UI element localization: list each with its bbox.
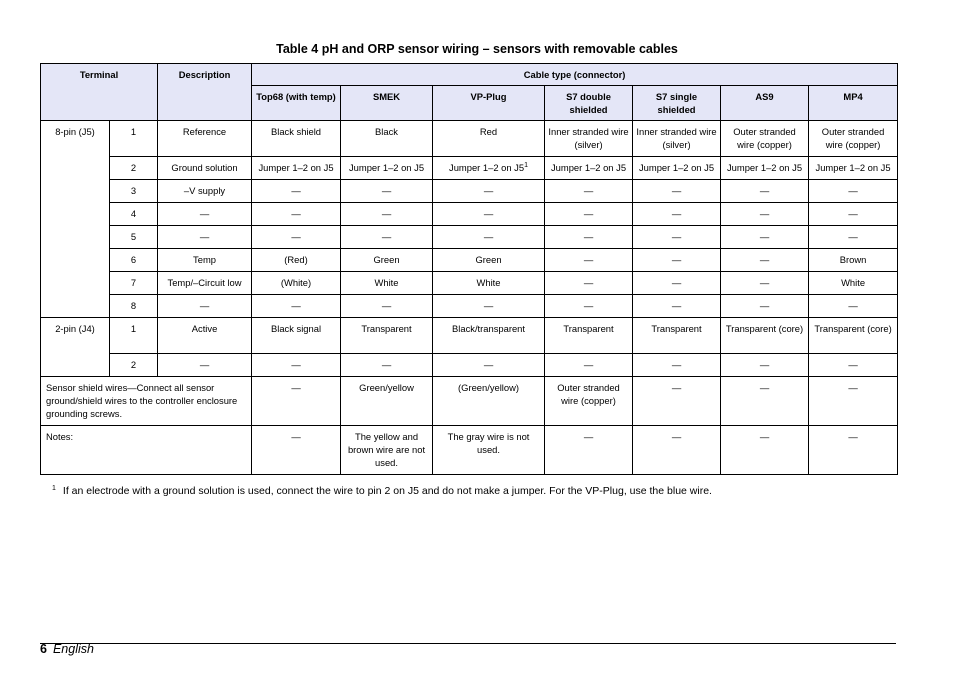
header-cable: AS9 [721, 86, 809, 121]
wire-value: Transparent [651, 323, 702, 334]
wire-value: — [759, 231, 770, 242]
wire-cell [252, 180, 341, 203]
wire-value: Black/transparent [452, 323, 525, 334]
table-row [41, 354, 898, 377]
wire-cell: The gray wire is not used. [433, 426, 545, 475]
wire-cell [433, 354, 545, 377]
pin-number: 1 [110, 121, 158, 157]
wire-value: Black [375, 126, 398, 137]
table-row [41, 426, 898, 475]
wire-cell [633, 157, 721, 180]
pin-description: –V supply [158, 180, 252, 203]
footnote-text: If an electrode with a ground solution is used, connect the wire to pin 2 on J5 and do not make a jumper. For the VP-Plug, use the blue wire. [62, 485, 712, 497]
wire-cell [809, 354, 898, 377]
wire-value: — [759, 277, 770, 288]
pin-description: — [158, 226, 252, 249]
wire-cell [545, 318, 633, 354]
wire-value: Transparent [563, 323, 614, 334]
wire-cell: — [252, 426, 341, 475]
wire-cell: Outer stranded wire (copper) [545, 377, 633, 426]
wire-value: Jumper 1–2 on J5 [449, 162, 525, 173]
wire-cell [633, 272, 721, 295]
wire-value: Inner stranded wire (silver) [636, 126, 717, 150]
pin-number: 7 [110, 272, 158, 295]
wire-cell [433, 121, 545, 157]
wire-cell [341, 226, 433, 249]
wire-cell [433, 295, 545, 318]
pin-number: 2 [110, 157, 158, 180]
wire-value: Jumper 1–2 on J5 [638, 162, 715, 173]
wire-value: — [381, 300, 392, 311]
wire-value: — [671, 359, 682, 370]
wire-value: — [291, 231, 301, 242]
wire-cell [252, 295, 341, 318]
wire-value: — [671, 185, 682, 196]
wire-cell [633, 180, 721, 203]
wire-cell [545, 295, 633, 318]
wire-value: — [381, 208, 392, 219]
wire-value: Black signal [271, 323, 322, 334]
wire-value: — [671, 254, 682, 265]
pin-description: Temp [158, 249, 252, 272]
table-row [41, 121, 898, 157]
wire-value: — [759, 359, 770, 370]
wire-cell [252, 203, 341, 226]
wire-cell [721, 203, 809, 226]
wire-cell [545, 249, 633, 272]
wire-cell [721, 157, 809, 180]
wire-value: — [291, 185, 301, 196]
pin-number: 5 [110, 226, 158, 249]
header-cable: MP4 [809, 86, 898, 121]
wire-value: — [381, 231, 392, 242]
wire-cell: Green/yellow [341, 377, 433, 426]
wire-cell [341, 295, 433, 318]
wire-value: — [848, 231, 858, 242]
wire-cell [252, 249, 341, 272]
wire-cell [809, 295, 898, 318]
wire-cell [809, 226, 898, 249]
table-row [41, 180, 898, 203]
wire-cell [433, 157, 545, 180]
wire-cell: — [545, 426, 633, 475]
page-footer [40, 642, 94, 656]
wire-cell [809, 249, 898, 272]
wire-cell [721, 121, 809, 157]
wire-cell [633, 318, 721, 354]
wire-cell [721, 295, 809, 318]
wire-value: — [759, 185, 770, 196]
row-label: Sensor shield wires—Connect all sensor ground/shield wires to the controller enclosure grounding screws. [41, 377, 252, 426]
wire-cell: — [252, 377, 341, 426]
wire-value: — [583, 300, 594, 311]
footnote-ref: 1 [524, 162, 528, 169]
wire-cell [433, 180, 545, 203]
wire-cell [252, 157, 341, 180]
wire-cell: — [809, 377, 898, 426]
wire-cell [433, 272, 545, 295]
wire-value: Jumper 1–2 on J5 [348, 162, 425, 173]
wire-value: — [483, 231, 494, 242]
footnote [52, 485, 712, 497]
wire-cell [545, 354, 633, 377]
pin-number: 3 [110, 180, 158, 203]
wire-value: — [583, 254, 594, 265]
wire-cell [809, 121, 898, 157]
table-caption: Table 4 pH and ORP sensor wiring – sensors with removable cables [276, 42, 678, 56]
wire-value: Jumper 1–2 on J5 [815, 162, 891, 173]
wire-cell [633, 203, 721, 226]
wire-cell [252, 272, 341, 295]
wire-value: — [583, 231, 594, 242]
wire-cell [633, 354, 721, 377]
header-cable-type: Cable type (connector) [252, 64, 898, 86]
wire-value: — [671, 231, 682, 242]
table-row [41, 377, 898, 426]
wire-cell [341, 318, 433, 354]
wire-cell [341, 121, 433, 157]
pin-description: Ground solution [158, 157, 252, 180]
wire-cell [633, 295, 721, 318]
wire-value: — [483, 208, 494, 219]
wire-value: Inner stranded wire (silver) [548, 126, 629, 150]
wire-cell [633, 121, 721, 157]
wire-value: White [841, 277, 866, 288]
wire-value: — [291, 359, 301, 370]
wire-cell [433, 203, 545, 226]
wire-cell [341, 180, 433, 203]
sensor-wiring-table [40, 63, 898, 475]
pin-number: 4 [110, 203, 158, 226]
wire-cell [809, 203, 898, 226]
table-row [41, 295, 898, 318]
header-cable: Top68 (with temp) [252, 86, 341, 121]
wire-value: — [848, 208, 858, 219]
wire-cell [433, 226, 545, 249]
table-row [41, 203, 898, 226]
footer-rule [40, 643, 896, 644]
table-row [41, 226, 898, 249]
pin-number: 8 [110, 295, 158, 318]
wire-value: — [583, 208, 594, 219]
pin-number: 6 [110, 249, 158, 272]
wire-cell [809, 272, 898, 295]
wire-value: — [583, 359, 594, 370]
wire-value: — [381, 185, 392, 196]
wire-value: — [483, 185, 494, 196]
wire-cell [545, 272, 633, 295]
wire-value: Jumper 1–2 on J5 [550, 162, 627, 173]
wire-value: — [583, 277, 594, 288]
wire-value: White [476, 277, 501, 288]
wire-value: Red [479, 126, 498, 137]
wire-cell [721, 249, 809, 272]
wire-value: — [759, 254, 770, 265]
table-row [41, 318, 898, 354]
wire-cell [809, 157, 898, 180]
wire-cell [341, 249, 433, 272]
wire-value: (White) [280, 277, 312, 288]
wire-cell [433, 249, 545, 272]
wire-value: Black shield [271, 126, 322, 137]
wire-cell: — [633, 377, 721, 426]
wire-value: White [374, 277, 399, 288]
wire-cell [252, 121, 341, 157]
wire-value: — [759, 300, 770, 311]
wire-value: Green [373, 254, 400, 265]
wire-value: Transparent (core) [725, 323, 804, 334]
wire-value: — [671, 300, 682, 311]
wire-value: — [381, 359, 392, 370]
group-label: 2-pin (J4) [41, 318, 110, 377]
row-label: Notes: [41, 426, 252, 475]
wire-value: — [848, 185, 858, 196]
wire-value: Brown [839, 254, 867, 265]
wire-cell [252, 354, 341, 377]
wire-cell: — [721, 377, 809, 426]
wire-cell [633, 226, 721, 249]
pin-number: 1 [110, 318, 158, 354]
wire-cell [545, 121, 633, 157]
page-language: English [52, 642, 94, 656]
wire-value: Transparent (core) [814, 323, 892, 334]
wire-value: — [671, 277, 682, 288]
wire-value: (Red) [284, 254, 308, 265]
wire-cell [341, 203, 433, 226]
wire-cell [545, 180, 633, 203]
wire-cell [433, 318, 545, 354]
wire-cell [721, 180, 809, 203]
wire-cell [721, 226, 809, 249]
wire-value: — [759, 208, 770, 219]
wire-value: Green [475, 254, 502, 265]
table-row [41, 249, 898, 272]
header-cable: S7 single shielded [633, 86, 721, 121]
pin-number: 2 [110, 354, 158, 377]
wire-cell [545, 157, 633, 180]
wire-value: Jumper 1–2 on J5 [726, 162, 803, 173]
wire-value: — [583, 185, 594, 196]
wire-cell [809, 318, 898, 354]
wire-cell [721, 354, 809, 377]
header-terminal: Terminal [41, 64, 158, 121]
wire-value: Outer stranded wire (copper) [821, 126, 885, 150]
wire-cell [341, 157, 433, 180]
wire-value: — [483, 359, 494, 370]
pin-description: — [158, 203, 252, 226]
wire-value: — [483, 300, 494, 311]
footnote-mark: 1 [52, 485, 56, 492]
wire-cell: — [633, 426, 721, 475]
header-cable: VP-Plug [433, 86, 545, 121]
wire-cell [252, 318, 341, 354]
pin-description: Active [158, 318, 252, 354]
pin-description: Temp/–Circuit low [158, 272, 252, 295]
wire-value: — [291, 300, 301, 311]
header-description: Description [158, 64, 252, 121]
table-row [41, 272, 898, 295]
wire-value: Jumper 1–2 on J5 [258, 162, 334, 173]
wire-cell [545, 203, 633, 226]
wire-value: — [671, 208, 682, 219]
header-cable: S7 double shielded [545, 86, 633, 121]
pin-description: — [158, 295, 252, 318]
wire-cell [633, 249, 721, 272]
wire-cell [545, 226, 633, 249]
wire-cell [809, 180, 898, 203]
page-number: 6 [40, 642, 47, 656]
wire-value: Transparent [361, 323, 412, 334]
header-cable: SMEK [341, 86, 433, 121]
wire-cell: The yellow and brown wire are not used. [341, 426, 433, 475]
wire-cell [721, 272, 809, 295]
wire-cell: — [721, 426, 809, 475]
wire-value: Outer stranded wire (copper) [733, 126, 796, 150]
wire-cell: — [809, 426, 898, 475]
wire-cell [252, 226, 341, 249]
wire-cell [721, 318, 809, 354]
group-label: 8-pin (J5) [41, 121, 110, 318]
wire-value: — [848, 359, 858, 370]
wire-cell: (Green/yellow) [433, 377, 545, 426]
table-row [41, 157, 898, 180]
pin-description: — [158, 354, 252, 377]
wire-value: — [291, 208, 301, 219]
wire-cell [341, 272, 433, 295]
wire-value: — [848, 300, 858, 311]
pin-description: Reference [158, 121, 252, 157]
wire-cell [341, 354, 433, 377]
